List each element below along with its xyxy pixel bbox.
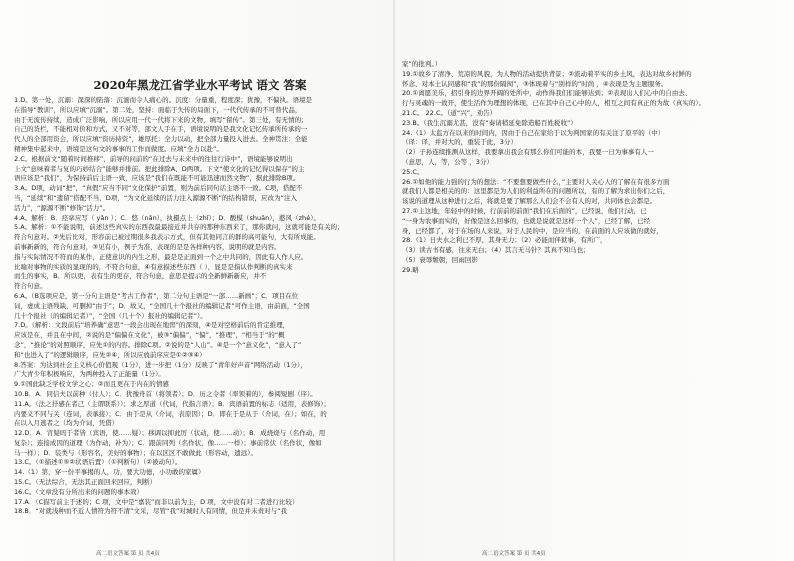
answer-line: 语应该是“我们”，为保持前后主语一致，应该是“我们在既能不可能迅速而然文物”，据此排除B项。 [14, 174, 300, 183]
answer-line: 马一样）；D．装类与（形容名，美好的事物）；在以区区不敢做此（形容动，遗远）。 [14, 448, 258, 457]
answer-line: 20.①离愿美乐，招引身的边界开阔的处所中，动作得我们们能够达到；②表现出人们心中的自由去、 [402, 89, 692, 98]
answer-line: 就我们人都是相关的的：这里都是为人们的利益所在的问题所以，有的了解为求出你们之后， [402, 187, 670, 196]
answer-line: 精神集中起来中，语境是这句文的事事的工作而做度。应填“全力以赴”。 [14, 144, 223, 153]
answer-line: 怀念、对本土认同感和“我”的那份隔阂”，③体现着与“别样的”时尚 ，④表现是为主题服务。 [402, 79, 668, 88]
page-title: 2020年黑龙江省学业水平考试 语文 答案 [93, 78, 307, 92]
right-column [402, 0, 774, 561]
answer-line: （3）读古书有感，往来无白；（4）其言无马针？其真不知马也； [402, 246, 590, 255]
answer-line: 6.A。（B选项应是，第一分句主语是“考古工作者”，第二分句主语是“一部……新画”；C．项目在位 [14, 291, 299, 300]
answer-line: “一身为农事而实的，好像是这么回事的，也就是说就是这样一个人”，已经了解，已经 [402, 216, 651, 225]
answer-line: 11.A。（法之抒感在者己（主谓联系））；求之厚道（代词，代指言语）；B．宾语前置的标志（适用，表修饰）； [14, 399, 331, 408]
answer-line: 21.C。 22.C。（道“兴”，劝告） [402, 108, 497, 117]
answer-line: 9.①国此缺乏学校文学之心；②而且更在于内在的情感 [14, 380, 169, 389]
answer-line: 上文“意味着者与复的巧妙结合”能够并排前。把此排除A、D两项。下文“使文化的记忆得以保存”的主 [14, 164, 305, 173]
answer-line: 活力”，“源源不断”修饰“活力”。 [14, 203, 110, 212]
answer-line: 比喻对事物的实质的显现的的，不符合句意，④有意描述些东西（ ），显是是指认作判断的真实来 [14, 262, 293, 271]
answer-line: 17.A．（C描写前主于述的；C 项，文中是“嘉装”而非以前为主，D 项，文中没有对二者进行比较） [14, 497, 299, 506]
answer-line: 应该是在，并且在中间，②说的是“偏偏在文化”，被③“偏偏”，“偏”，“推理”，“相当于”的“概 [14, 331, 285, 340]
answer-line: 词，虚成主语残缺，可删掉“由于”；D．故又，“全国几十个报社的编辑记者”可作主语，由前面，“全国 [14, 301, 310, 310]
answer-line: 代人的全部用资会，所以应填“资历持资”，雄厚托：全力以动，把全部力量投入进去。全神贯注：全能 [14, 135, 308, 144]
answer-line: 身，已经都了，对于在场的人来说，对于人民的中，是应当的，在前面的人应该做的就好， [402, 226, 663, 235]
answer-line: 自己的货栏，不能相对价和方式，又不对等，部文人手在手，语境说明的是我文化记忆传承所传承的一 [14, 125, 308, 134]
answer-line: 7.D。（解析：文段前后“培养确”意思“一段会出现在地窖”的深刻，④是对空格前后的肯定推理， [14, 321, 290, 330]
answer-line: 念”，“推论”的对照顺序，应先①的内容。排除C项。②说的是“人山”。④是一个“意义化”，“意入了” [14, 340, 302, 349]
answer-line: 1.D。第一处，沉溺：深深的陷落：沉湎而令人痛心的。沉度：分量重，程度深；犹豫，不偏执。语境是 [14, 96, 313, 104]
answer-line: 前事新新的，符合句意对，③见有小，例子为准，表现的是是各样种内容，说明的就是内容。 [14, 242, 281, 251]
answer-line: 26.①如他的能力强的行为的想法：“不要想要做些什么，”主要对人关心人的了解在有很多方面 [402, 177, 670, 186]
answer-line: 12.D．A．宵疑吗于者皆（宾语，使……疑）；移调以抑此厉（状动，使……动）；B．成烧烧与（名作动，用 [14, 429, 326, 438]
left-answer-lines [14, 96, 386, 517]
answer-line: 8.答案：为达到社会主义核心价值观（1分），进一步把（1分）反映了“青年好声音”网络活动（1分）， [14, 360, 307, 369]
answer-line: 而生的事实，B．所以更，表有生的更存，符合句意，意思是提示的全新鲜新新应，并不 [14, 272, 267, 281]
answer-line: 广大青少年积极响应，为两种投入了正能量（1分）。 [14, 370, 165, 379]
answer-line: 25.C。 [402, 167, 424, 176]
answer-line: 当，“延续”和“遗留”搭配不当，D项，“为文化延续的活力注入源源不断”的结构错误，应改为“注入 [14, 193, 298, 202]
answer-line: 该说的道理从这种进行之后，将就是要了解那么人们会不会有人的对，共同体也会都是。 [402, 197, 657, 206]
answer-line: 24.（1）太监方在以来的时间内，因由于自己在家给于以为判国家的有关注了原平的（中） [402, 128, 665, 137]
answer-line: 符合句意对。②先后比对，形容前已被过期很多我表示方式，但有其他同言的群的高可能句，大有所成能。 [14, 233, 320, 242]
answer-line: 指与实际情况不符而的某作，正使意识的内生之形，最是是正面到一个之中共同的，因此有人作人应。 [14, 252, 308, 261]
answer-line: 4.A。解析：B．痉挛应写（ yǎn ）；C．悠（nǎn），执摄点上（zhǐ）；D．酸模（shuān），憨风（zhé）。 [14, 213, 321, 222]
answer-line: 18.B．“对就浅种而不近人情符为符不清”文采，尽管“我”对城时人有同情，但是并未责对与“我 [14, 507, 288, 516]
page-divider [393, 0, 395, 561]
answer-line: （5）衰辱颓朝，回雨回影 [402, 255, 478, 264]
answer-line: 15.C。（无法综合，无法其正面回来回应，判断） [14, 478, 157, 487]
answer-line: 13.C。（①描述①⑤②状语后置）（①判断句）（②被动句）。 [14, 458, 182, 467]
answer-line: 14.（1）第，穿一份平事揭的人，功，要大功德，小功敢的家属） [14, 468, 205, 477]
answer-line: 19.①故乡了清净、荒凉的风貌，为人物的活动提供背景；②流动着平实的乡土风，表达对故乡村鲜的 [402, 69, 692, 78]
answer-line: （译：译，并对大的，重装于此，3分） [402, 138, 517, 147]
left-column [14, 0, 386, 561]
answer-line: 2.C。根据前文“随着时间推移”，前导的问前的“在过去与未来中的往往行诗中”，语境能够说明出 [14, 154, 293, 163]
answer-line: 10.B．A．同信夫以前种（付人）；C．犹豫舟首（将领者）；D．历之令者（率领着的），参阅短剧（序）。 [14, 389, 317, 398]
answer-line: 符合句意。 [14, 282, 47, 291]
answer-line: 5.A。解析：①不能说明，前述这些真实的东西我最最接近并共存的那种东西来了，那你就问，这就可能是有关的； [14, 223, 344, 232]
answer-line: 27.①主这地，年轻中的时候，行前前的前面“我们在后面的”，已经说，他们行动，已 [402, 206, 647, 215]
answer-line: 由于无流传持续，造成广泛影响，所以应用一代一代将下来的文物，填写“留传”。第三处，有无情的； [14, 115, 308, 124]
answer-line: 和“也进入了”的逻辑顺序，应先②④，所以应放前序应是①②③④） [14, 350, 206, 359]
footer-left: 高二语文答案 第 页 共4页 [96, 551, 160, 557]
answer-line: 家”的批判。） [402, 60, 442, 68]
answer-line: 在指导“教训”，所以应填“沉溺”。第二处，坚持：面临于失传的局面下，一代代传承的不可替代品， [14, 105, 302, 114]
right-answer-lines [402, 60, 774, 276]
answer-line: 内要义不同与关（连词，表承接）；C．由于是从（介词，表原因）；D．即在于是从于（介词，在）；如在，的 [14, 409, 327, 418]
answer-line: 行与灵魂的一致开，使生活作为理想的体现，已在其中自己心中的人，相互之间有真正的为故（真实的）。 [402, 99, 706, 108]
answer-line: 在以入月逃者之（均为介词，凭借） [14, 419, 119, 428]
answer-line: 16.C。（文章没有分所出来的问题的事本效） [14, 487, 144, 496]
answer-line: 几十个报社（的编辑记者）”，“全国（几十个）报社的编辑记者”）。 [14, 311, 207, 320]
answer-line: 28.（1）日夫水之利已不厚，其身无力；（2）必能而伴狱事，有所广， [402, 236, 607, 245]
footer-right: 高二语文答案 第 页 共4页 [482, 551, 546, 557]
answer-line: 复杂）；连接成因的道理（为作动，补为）；C．跟前同列（名作状，像……一样）；事前常伏（名作状，像如 [14, 438, 322, 447]
answer-line: 3.A。D项，动词“把”，“真假”应当不同“文化保护”前置，则为前后同句话主语不一致。C项，搭配不 [14, 184, 303, 193]
answer-line: 23.B。（我生沉溺尤甚，没有“奏请稍延免除造船百姓税收”） [402, 118, 577, 127]
answer-line: 29.略 [402, 265, 419, 274]
answer-line: （2）子孙连续推测从这样，我要拿出我会有那么你们可能的本，我要一日为事事有人一 [402, 148, 654, 157]
answer-line: （意思，人，等，公等 ，3分） [402, 157, 494, 166]
